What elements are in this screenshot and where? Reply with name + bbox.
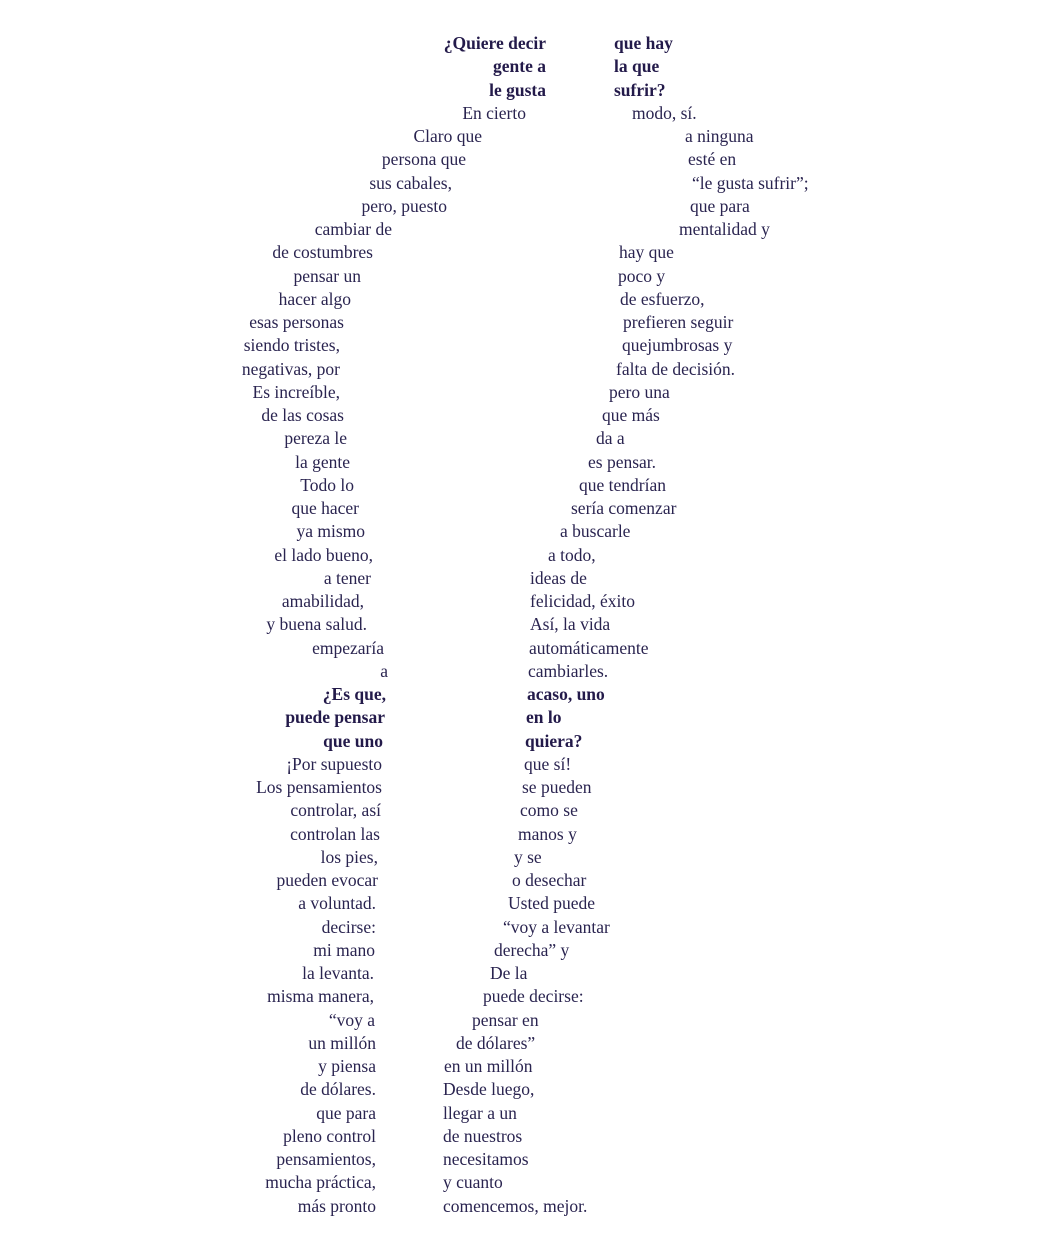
poem-line-right: Así, la vida [530,614,611,634]
poem-line-left: un millón [308,1033,376,1053]
poem-line-left: pero, puesto [361,196,447,216]
poem-line-right: llegar a un [443,1103,517,1123]
poem-line-left: la levanta. [302,963,374,983]
poem-line-right: poco y [618,266,666,286]
poem-line-right: da a [596,428,625,448]
poem-line-left: pensamientos, [276,1149,376,1169]
poem-line-left: que para [316,1103,376,1123]
poem-line-left: empezaría [312,638,384,658]
poem-line-left: “voy a [328,1010,375,1030]
poem-line-left: ya mismo [296,521,365,541]
poem-line-left: de dólares. [300,1079,376,1099]
poem-line-left: de las cosas [261,405,344,425]
poem-line-right: quejumbrosas y [622,335,733,355]
poem-line-left: Todo lo [300,475,354,495]
poem-line-left: Es increíble, [252,382,340,402]
poem-line-left: persona que [381,149,466,169]
poem-line-right: esté en [688,149,737,169]
poem-line-left: sus cabales, [369,173,452,193]
poem-line-left: de costumbres [272,242,373,262]
poem-line-right: de nuestros [443,1126,523,1146]
poem-line-right: “le gusta sufrir”; [692,173,809,193]
poem-line-left: Claro que [413,126,482,146]
poem-line-left: le gusta [489,80,546,100]
poem-line-left: cambiar de [314,219,392,239]
poem-line-right: pensar en [472,1010,539,1030]
poem-line-right: pero una [609,382,670,402]
poem-line-right: de dólares” [456,1033,536,1053]
poem-line-left: ¿Quiere decir [443,33,546,53]
poem-line-right: de esfuerzo, [620,289,705,309]
poem-line-right: que tendrían [579,475,666,495]
poem-line-left: siendo tristes, [243,335,340,355]
poem-line-right: automáticamente [529,638,649,658]
poem-line-right: necesitamos [443,1149,529,1169]
poem-line-left: a tener [323,568,371,588]
poem-line-left: ¡Por supuesto [286,754,382,774]
poem-line-left: y piensa [318,1056,376,1076]
poem-line-left: misma manera, [267,986,374,1006]
poem-line-right: De la [490,963,528,983]
poem-line-left: Los pensamientos [256,777,382,797]
poem-line-left: controlar, así [290,800,381,820]
poem-line-left: pleno control [283,1126,376,1146]
poem-line-left: esas personas [249,312,344,332]
poem-line-right: en un millón [444,1056,533,1076]
poem-line-left: controlan las [290,824,380,844]
poem-line-right: hay que [619,242,674,262]
poem-line-right: derecha” y [494,940,570,960]
poem-line-right: y cuanto [443,1172,503,1192]
poem-line-right: comencemos, mejor. [443,1196,588,1216]
poem-line-left: más pronto [297,1196,376,1216]
poem-line-left: pueden evocar [276,870,378,890]
poem-line-right: a ninguna [685,126,754,146]
poem-line-right: se pueden [522,777,592,797]
poem-line-left: pereza le [284,428,347,448]
poem-line-left: a [380,661,388,681]
poem-line-right: la que [614,56,660,76]
poem-line-left: amabilidad, [281,591,364,611]
poem-line-right: en lo [526,707,562,727]
poem-line-right: puede decirse: [483,986,584,1006]
poem-line-right: a buscarle [560,521,631,541]
poem-line-right: quiera? [525,731,583,751]
poem-line-left: En cierto [462,103,526,123]
poem-line-left: la gente [295,452,350,472]
poem-line-right: cambiarles. [528,661,609,681]
poem-line-left: y buena salud. [266,614,367,634]
poem-line-left: que hacer [291,498,359,518]
poem-line-right: “voy a levantar [503,917,610,937]
poem-line-right: felicidad, éxito [530,591,635,611]
poem-line-right: sufrir? [614,80,666,100]
poem-line-right: como se [520,800,578,820]
poem-line-right: falta de decisión. [616,359,736,379]
poem-line-right: que para [690,196,750,216]
poem-line-right: y se [514,847,542,867]
poem-line-left: gente a [493,56,546,76]
poem-line-left: ¿Es que, [322,684,386,704]
poem-line-left: mi mano [313,940,375,960]
poem-line-right: a todo, [548,545,596,565]
poem-line-left: decirse: [321,917,376,937]
poem-line-left: puede pensar [285,707,385,727]
poem-line-right: Usted puede [508,893,595,913]
poem-line-left: a voluntad. [298,893,376,913]
poem-line-right: prefieren seguir [623,312,734,332]
poem-line-right: es pensar. [588,452,657,472]
poem-line-left: hacer algo [278,289,351,309]
poem-line-right: sería comenzar [571,498,677,518]
poem-line-left: pensar un [293,266,361,286]
poem-line-right: o desechar [512,870,587,890]
poem-line-right: manos y [518,824,577,844]
poem-line-left: mucha práctica, [265,1172,376,1192]
poem-line-right: mentalidad y [679,219,770,239]
poem-line-right: que más [602,405,660,425]
poem-line-right: acaso, uno [527,684,605,704]
poem-line-right: que hay [614,33,673,53]
poem-line-right: modo, sí. [632,103,697,123]
poem-line-right: que sí! [524,754,572,774]
poem-line-left: que uno [323,731,383,751]
poem-line-left: los pies, [320,847,378,867]
poem-line-right: Desde luego, [443,1079,535,1099]
poem-line-left: el lado bueno, [274,545,373,565]
poem-line-left: negativas, por [241,359,340,379]
poem-line-right: ideas de [530,568,587,588]
